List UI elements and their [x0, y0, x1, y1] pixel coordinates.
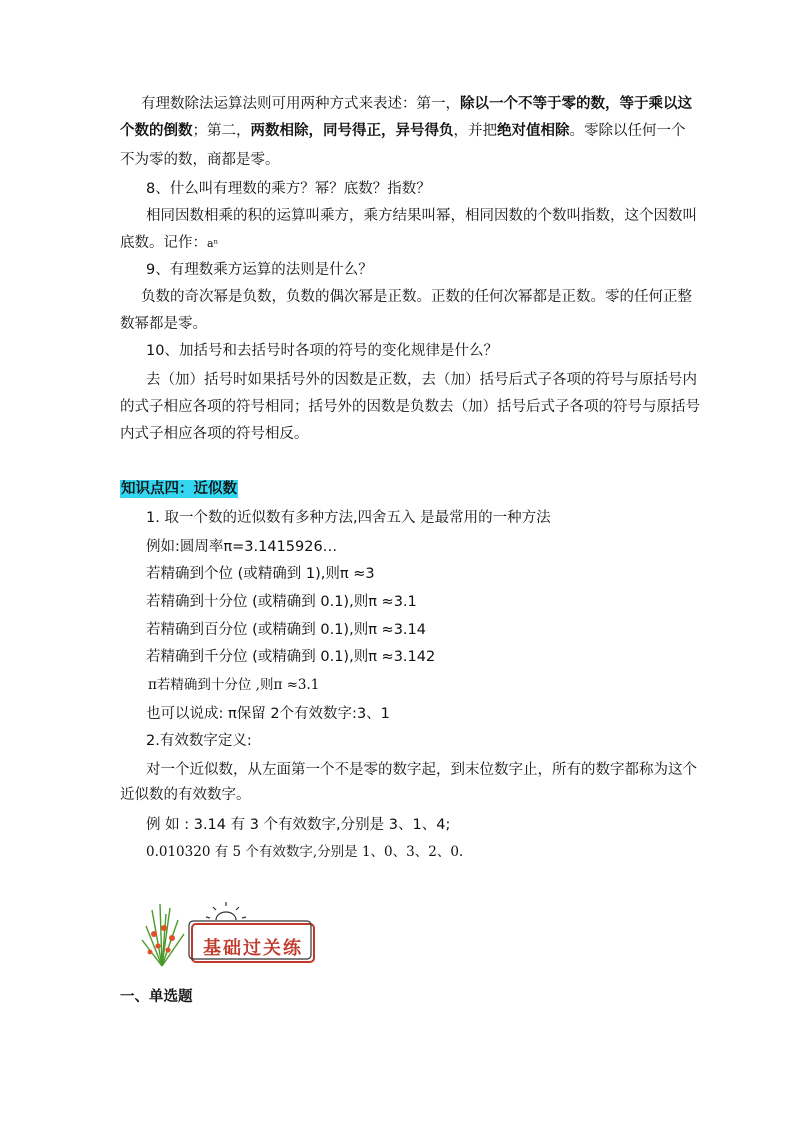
- kp4-definition-line-2: 近似数的有效数字。: [120, 787, 251, 803]
- division-rule-text: ，并把: [453, 123, 497, 139]
- section-title: 一、单选题: [120, 989, 193, 1005]
- practice-banner: [140, 900, 320, 970]
- power-formula: aⁿ: [207, 237, 219, 250]
- kp4-point-1: 1. 取一个数的近似数有多种方法,四舍五入 是最常用的一种方法: [146, 510, 551, 526]
- kp4-rounding-6: 也可以说成: π保留 2个有效数字:3、1: [146, 706, 390, 722]
- division-rule-text: 有理数除法运算法则可用两种方式来表述：第一，: [141, 96, 460, 112]
- kp4-rounding-5: π若精确到十分位 ,则π ≈3.1: [148, 677, 320, 693]
- question-9-answer-line-2: 数幂都是零。: [120, 316, 207, 332]
- question-10-title: 10、加括号和去括号时各项的符号的变化规律是什么？: [146, 343, 498, 359]
- highlighted-heading: 知识点四：近似数: [121, 481, 237, 497]
- division-rule-line-3: [120, 150, 280, 170]
- kp4-example: 例如:圆周率π=3.1415926…: [146, 539, 338, 555]
- question-9-title: 9、有理数乘方运算的法则是什么？: [146, 262, 373, 278]
- kp4-definition-line-1: 对一个近似数，从左面第一个不是零的数字起，到末位数字止，所有的数字都称为这个: [146, 762, 697, 778]
- division-rule-text: ；第二，: [192, 123, 251, 139]
- banner-text: 基础过关练: [203, 938, 303, 959]
- division-rule-bold: 除以一个不等于零的数，等于乘以这: [460, 96, 692, 112]
- question-10-answer-line-2: 的式子相应各项的符号相同；括号外的因数是负数去（加）括号后式子各项的符号与原括号: [120, 399, 700, 415]
- question-9-answer-line-1: 负数的奇次幂是负数，负数的偶次幂是正数。正数的任何次幂都是正数。零的任何正整: [141, 289, 692, 305]
- section-heading: [120, 479, 238, 499]
- kp4-rounding-4: 若精确到千分位 (或精确到 0.1),则π ≈3.142: [146, 649, 436, 665]
- question-8-answer-line-1: 相同因数相乘的积的运算叫乘方，乘方结果叫幂，相同因数的个数叫指数，这个因数叫: [146, 208, 697, 224]
- question-10-answer-line-3: 内式子相应各项的符号相反。: [120, 426, 309, 442]
- division-rule-text: 。零除以任何一个: [569, 123, 686, 139]
- division-rule-line-1: [141, 94, 692, 114]
- question-8-title: 8、什么叫有理数的乘方？幂？底数？指数？: [146, 181, 431, 197]
- sun-icon: [206, 902, 246, 920]
- kp4-rounding-2: 若精确到十分位 (或精确到 0.1),则π ≈3.1: [146, 594, 417, 610]
- division-rule-bold: 个数的倒数: [120, 123, 193, 139]
- division-rule-text: 不为零的数，商都是零。: [120, 152, 280, 168]
- kp4-rounding-3: 若精确到百分位 (或精确到 0.1),则π ≈3.14: [146, 622, 426, 638]
- division-rule-bold: 绝对值相除: [497, 123, 570, 139]
- division-rule-bold: 两数相除，同号得正，异号得负: [250, 123, 454, 139]
- division-rule-line-2: [120, 121, 686, 141]
- answer-text: 底数。记作：: [120, 235, 207, 251]
- question-8-answer-line-2: [120, 233, 218, 254]
- kp4-point-2: 2.有效数字定义:: [146, 733, 252, 749]
- kp4-example-1: 例 如 : 3.14 有 3 个有效数字,分别是 3、1、4;: [146, 817, 451, 833]
- kp4-rounding-1: 若精确到个位 (或精确到 1),则π ≈3: [146, 566, 375, 582]
- question-10-answer-line-1: 去（加）括号时如果括号外的因数是正数，去（加）括号后式子各项的符号与原括号内: [146, 372, 697, 388]
- kp4-example-2: 0.010320 有 5 个有效数字,分别是 1、0、3、2、0.: [146, 844, 464, 860]
